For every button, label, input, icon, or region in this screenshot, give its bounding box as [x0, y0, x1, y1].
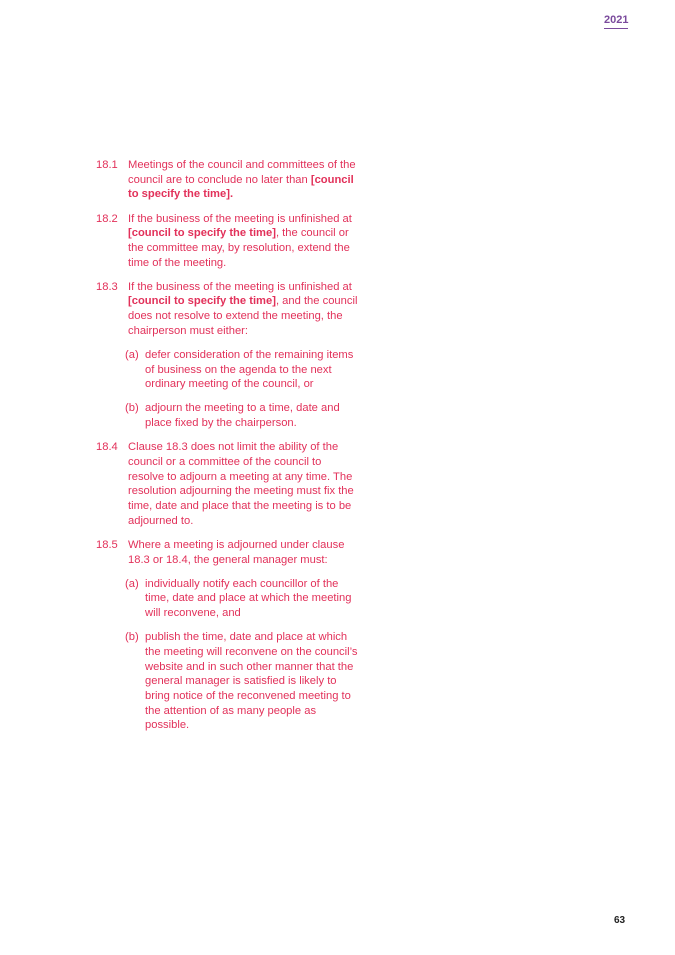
clause-text: [128, 158, 358, 202]
subclause-letter: (a): [125, 577, 139, 590]
clause-number: 18.3: [96, 280, 118, 293]
clause-text: [128, 280, 358, 339]
clause-18-2: [96, 212, 358, 271]
subclause-18-5-b: [125, 630, 358, 733]
clause-number: 18.1: [96, 159, 118, 171]
clause-list: [96, 158, 358, 742]
clause-number: 18.4: [96, 441, 118, 454]
clause-18-5: [96, 538, 358, 567]
page-number: 63: [614, 915, 626, 926]
subclause-letter: (a): [125, 348, 139, 361]
clause-text-part: If the business of the meeting is unfinished at: [128, 280, 352, 293]
subclause-18-5-a: [125, 577, 358, 621]
clause-text-part: , the council or the committee may, by resolution, extend the time of the meeting.: [128, 227, 350, 269]
subclause-text: adjourn the meeting to a time, date and place fixed by the chairperson.: [145, 402, 340, 430]
subclause-text: publish the time, date and place at which the meeting will reconvene on the council’s website and in such other manner that the general manager is satisfied is likely to bring notice of the reconvened meeting to the attention of as many people as possible.: [145, 631, 358, 732]
placeholder-time: [council to specify the time]: [128, 227, 276, 240]
clause-text: [128, 212, 358, 271]
clause-number: 18.2: [96, 212, 118, 225]
subclause-18-3-a: [125, 348, 358, 392]
subclause-18-3-b: [125, 401, 358, 430]
year-header: 2021: [604, 14, 628, 29]
clause-text-part: Meetings of the council and committees of the council are to conclude no later than: [128, 159, 356, 186]
subclause-letter: (b): [125, 402, 139, 415]
clause-18-3: [96, 280, 358, 339]
clause-text: Clause 18.3 does not limit the ability of the council or a committee of the council to resolve to adjourn a meeting at any time. The resolution adjourning the meeting must fix the time, date and place that the meeting is to be adjourned to.: [128, 441, 354, 527]
placeholder-time: [council to specify the time].: [128, 173, 354, 201]
subclause-text: defer consideration of the remaining items of business on the agenda to the next ordinary meeting of the council, or: [145, 348, 354, 391]
clause-text-part: If the business of the meeting is unfinished at: [128, 212, 352, 225]
subclause-letter: (b): [125, 631, 139, 644]
subclause-text: individually notify each councillor of the time, date and place at which the meeting will reconvene, and: [145, 577, 352, 620]
clause-text: Where a meeting is adjourned under clause 18.3 or 18.4, the general manager must:: [128, 538, 345, 566]
clause-number: 18.5: [96, 538, 118, 551]
placeholder-time: [council to specify the time]: [128, 295, 276, 308]
clause-18-4: [96, 440, 358, 528]
clause-text-part: , and the council does not resolve to extend the meeting, the chairperson must either:: [128, 295, 358, 337]
clause-18-1: [96, 158, 358, 202]
